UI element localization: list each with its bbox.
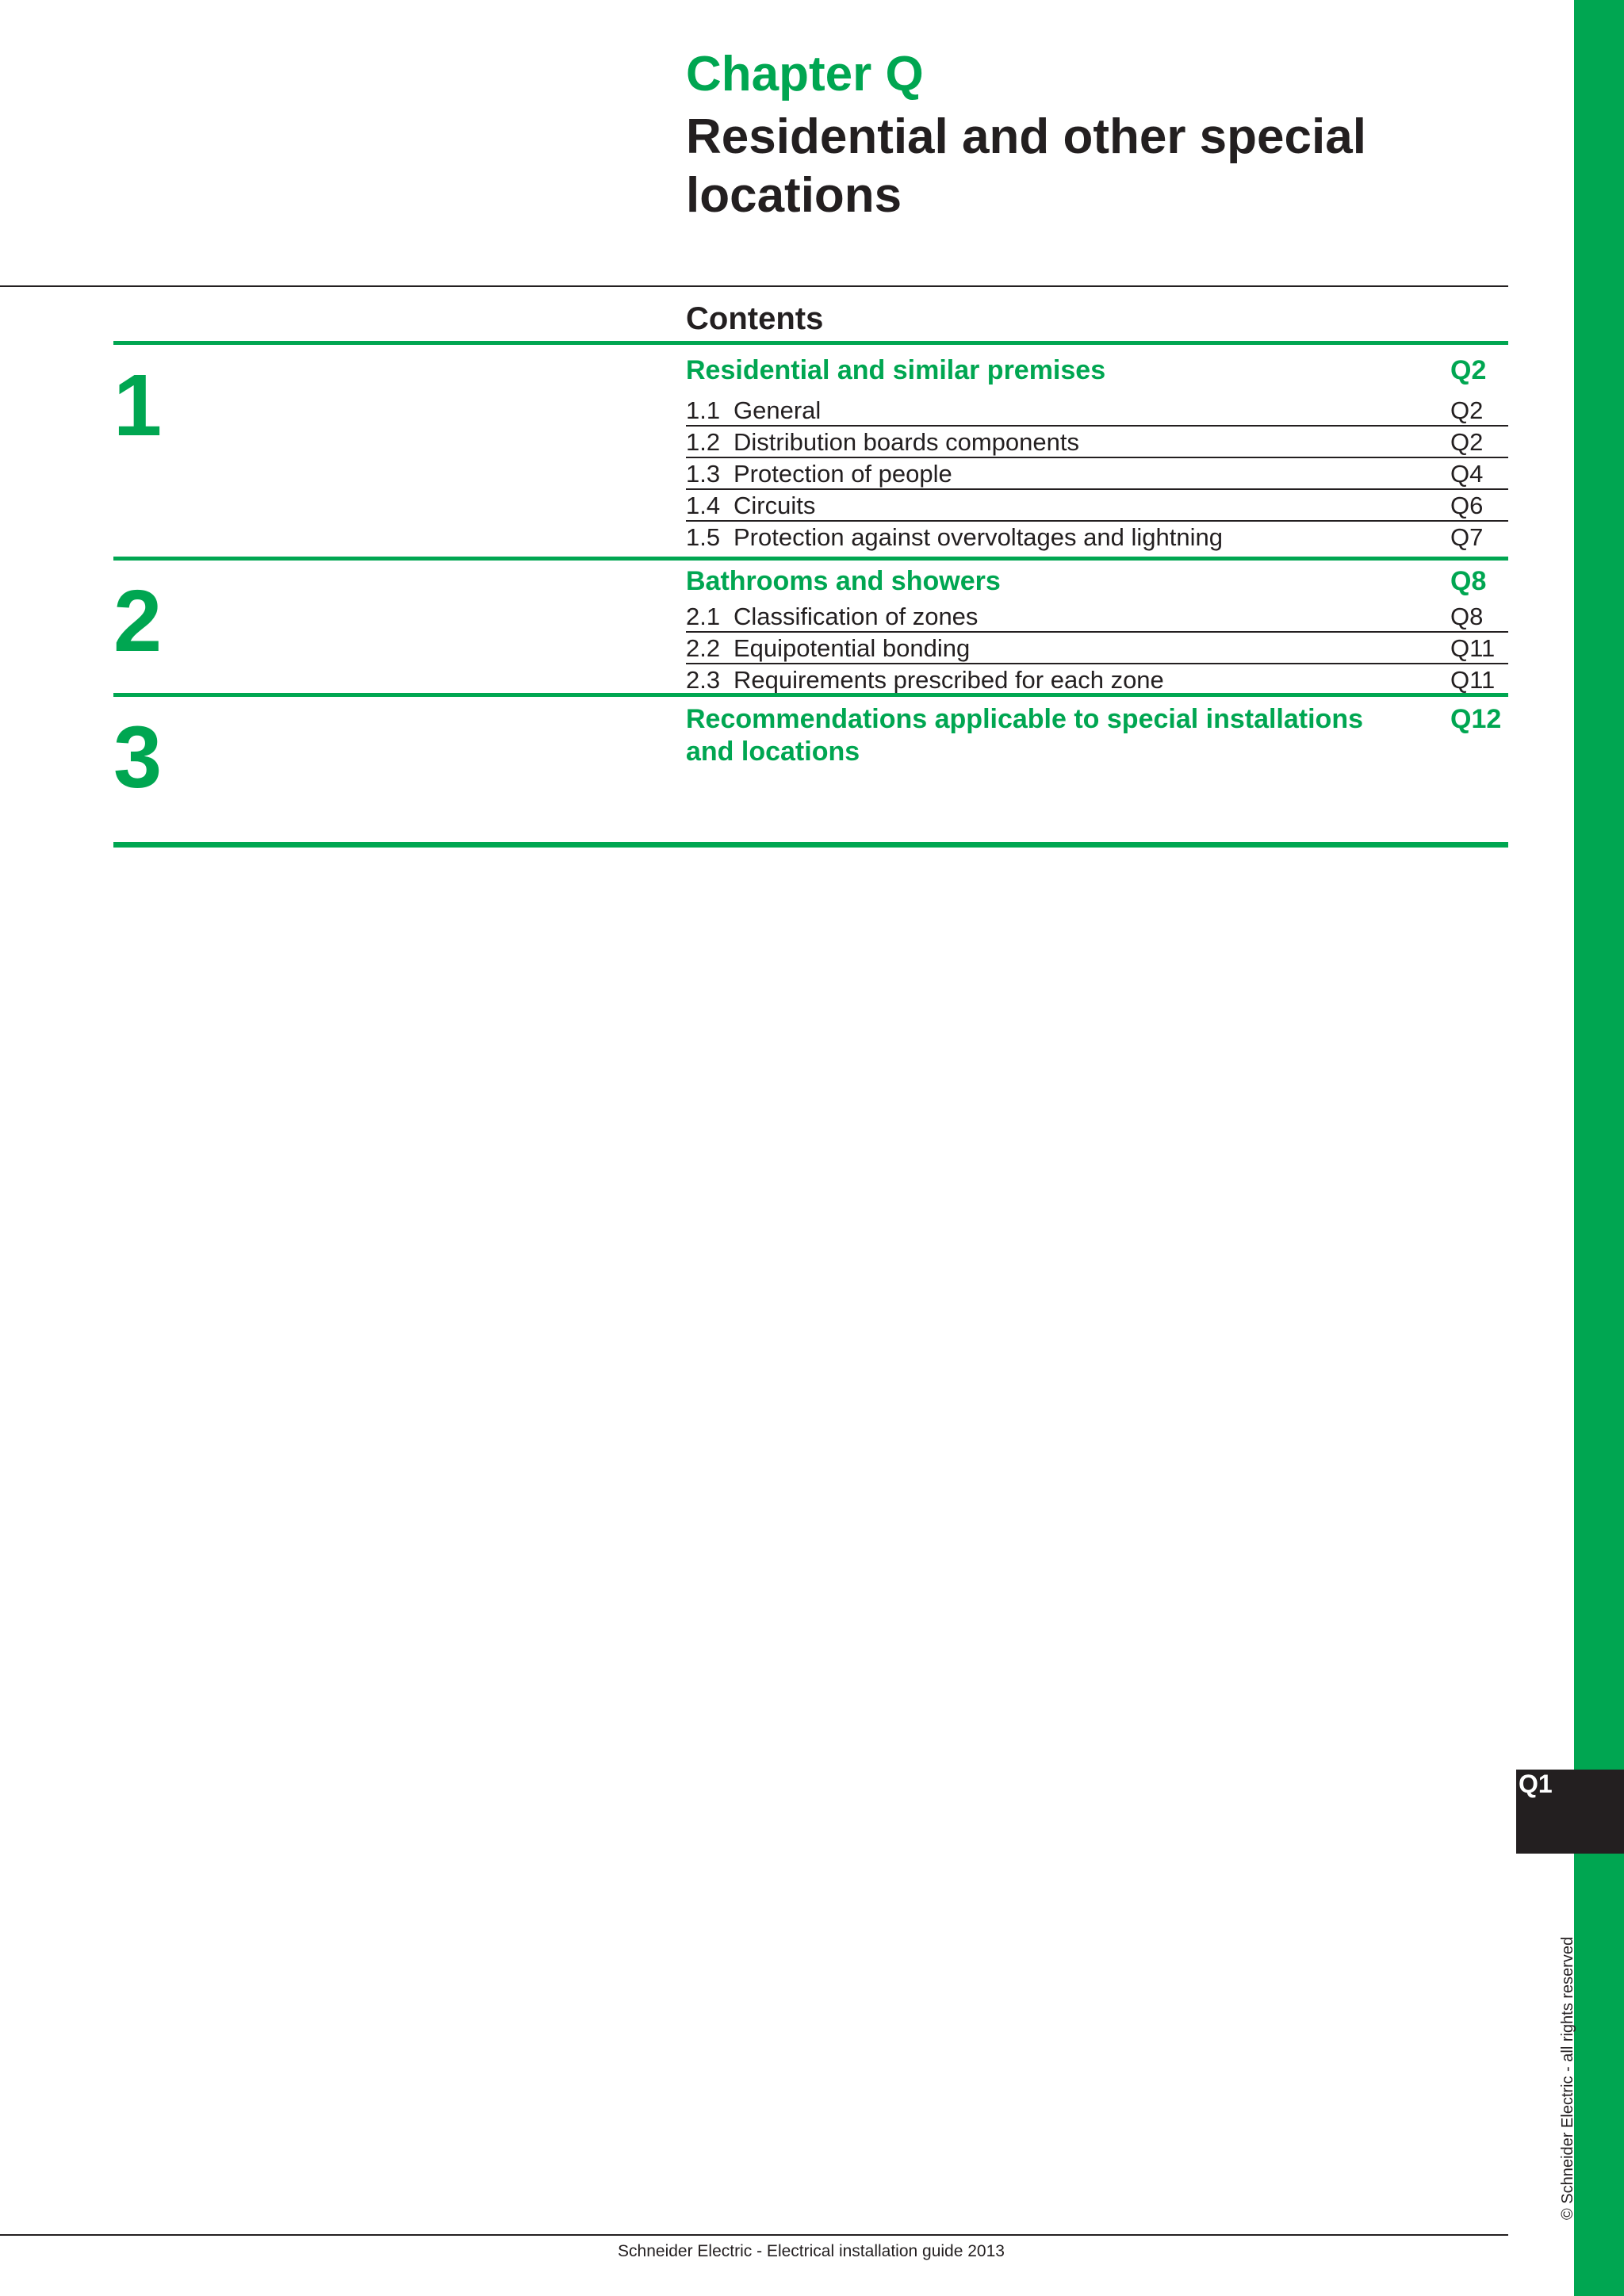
section-heading[interactable] — [686, 703, 1508, 768]
section-heading[interactable] — [686, 565, 1508, 598]
section-number: 1 — [113, 357, 163, 454]
entry-number: 1.3 — [686, 460, 721, 488]
section-title: Recommendations applicable to special installations and locations — [686, 704, 1364, 767]
page-number: Q1 — [1519, 1770, 1553, 1798]
section-title: Bathrooms and showers — [686, 566, 1001, 596]
entry-page: Q11 — [1450, 666, 1496, 694]
toc-section-1 — [113, 341, 1508, 559]
contents-end-divider — [113, 842, 1508, 848]
header-divider — [0, 285, 1508, 287]
toc-subsection-list — [686, 395, 1508, 553]
footer-divider — [0, 2234, 1508, 2236]
toc-section-2 — [113, 557, 1508, 695]
entry-title: Requirements prescribed for each zone — [733, 666, 1164, 694]
entry-title: Distribution boards components — [733, 428, 1079, 456]
entry-number: 2.2 — [686, 634, 721, 662]
toc-entry[interactable] — [686, 427, 1508, 458]
section-heading[interactable] — [686, 354, 1508, 387]
section-page: Q8 — [1450, 566, 1487, 596]
toc-entry[interactable] — [686, 601, 1508, 633]
entry-page: Q6 — [1450, 492, 1484, 519]
entry-number: 2.1 — [686, 603, 721, 630]
entry-title: General — [733, 396, 822, 424]
section-number: 2 — [113, 572, 163, 670]
entry-page: Q11 — [1450, 634, 1496, 662]
chapter-label: Chapter Q — [686, 47, 924, 101]
entry-page: Q2 — [1450, 396, 1484, 424]
entry-title: Circuits — [733, 492, 816, 519]
toc-subsection-list — [686, 601, 1508, 696]
entry-number: 1.2 — [686, 428, 721, 456]
toc-entry[interactable] — [686, 458, 1508, 490]
entry-title: Equipotential bonding — [733, 634, 971, 662]
footer — [0, 2242, 1624, 2261]
contents-heading: Contents — [686, 301, 824, 336]
side-color-bar — [1574, 0, 1624, 2296]
toc-entry[interactable] — [686, 522, 1508, 553]
entry-number: 2.3 — [686, 666, 721, 694]
toc-section-3 — [113, 693, 1508, 844]
footer-text: Schneider Electric - Electrical installation guide 2013 — [618, 2242, 1005, 2260]
entry-page: Q8 — [1450, 603, 1484, 630]
entry-title: Protection of people — [733, 460, 952, 488]
copyright-notice: © Schneider Electric - all rights reserved — [1559, 1936, 1576, 2220]
entry-number: 1.1 — [686, 396, 721, 424]
toc-entry[interactable] — [686, 664, 1508, 696]
section-title: Residential and similar premises — [686, 355, 1106, 385]
entry-title: Classification of zones — [733, 603, 979, 630]
toc-entry[interactable] — [686, 395, 1508, 427]
entry-page: Q2 — [1450, 428, 1484, 456]
entry-page: Q7 — [1450, 523, 1484, 551]
entry-number: 1.5 — [686, 523, 721, 551]
section-page: Q2 — [1450, 355, 1487, 385]
toc-entry[interactable] — [686, 490, 1508, 522]
entry-page: Q4 — [1450, 460, 1484, 488]
section-page: Q12 — [1450, 704, 1502, 734]
section-number: 3 — [113, 709, 163, 806]
page-number-tab — [1516, 1770, 1624, 1854]
chapter-title: Residential and other special locations — [686, 109, 1366, 223]
entry-title: Protection against overvoltages and lightning — [733, 523, 1223, 551]
toc-entry[interactable] — [686, 633, 1508, 664]
entry-number: 1.4 — [686, 492, 721, 519]
